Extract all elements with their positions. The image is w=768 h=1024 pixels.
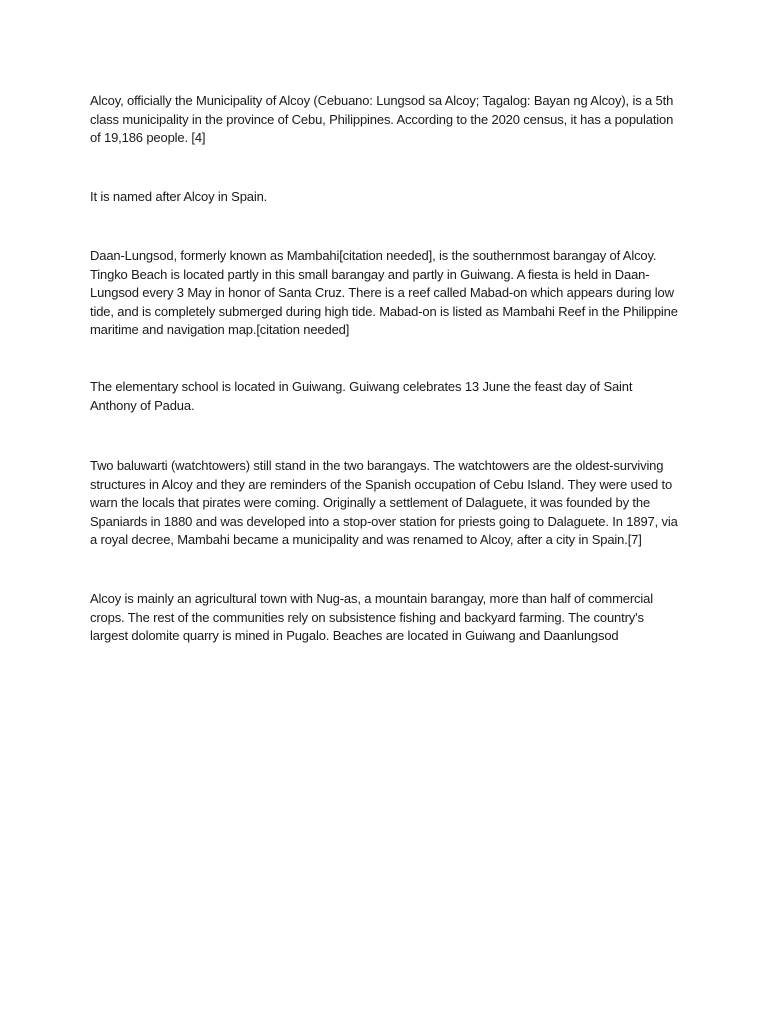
paragraph-daan-lungsod: Daan-Lungsod, formerly known as Mambahi[citation needed], is the southernmost barangay of Alcoy. Tingko Beach is located partly in this small barangay and partly in Guiwang. A fiesta is held in Daan-Lungsod every 3 May in honor of Santa Cruz. There is a reef called Mabad-on which appears during low tide, and is completely submerged during high tide. Mabad-on is listed as Mambahi Reef in the Philippine maritime and navigation map.[citation needed] bbox=[90, 248, 678, 337]
paragraph-etymology: It is named after Alcoy in Spain. bbox=[90, 189, 268, 204]
paragraph-intro: Alcoy, officially the Municipality of Alcoy (Cebuano: Lungsod sa Alcoy; Tagalog: Bayan ng Alcoy), is a 5th class municipality in the province of Cebu, Philippines. According to the 2020 census, it has a population of 19,186 people. [4] bbox=[90, 93, 674, 145]
paragraph-guiwang: The elementary school is located in Guiwang. Guiwang celebrates 13 June the feast day of Saint Anthony of Padua. bbox=[90, 379, 633, 413]
paragraph-economy: Alcoy is mainly an agricultural town with Nug-as, a mountain barangay, more than half of commercial crops. The rest of the communities rely on subsistence fishing and backyard farming. The country's largest dolomite quarry is mined in Pugalo. Beaches are located in Guiwang and Daanlungsod bbox=[90, 591, 653, 643]
paragraph-history: Two baluwarti (watchtowers) still stand in the two barangays. The watchtowers are the oldest-surviving structures in Alcoy and they are reminders of the Spanish occupation of Cebu Island. They were used to warn the locals that pirates were coming. Originally a settlement of Dalaguete, it was founded by the Spaniards in 1880 and was developed into a stop-over station for priests going to Dalaguete. In 1897, via a royal decree, Mambahi became a municipality and was renamed to Alcoy, after a city in Spain.[7] bbox=[90, 458, 678, 547]
